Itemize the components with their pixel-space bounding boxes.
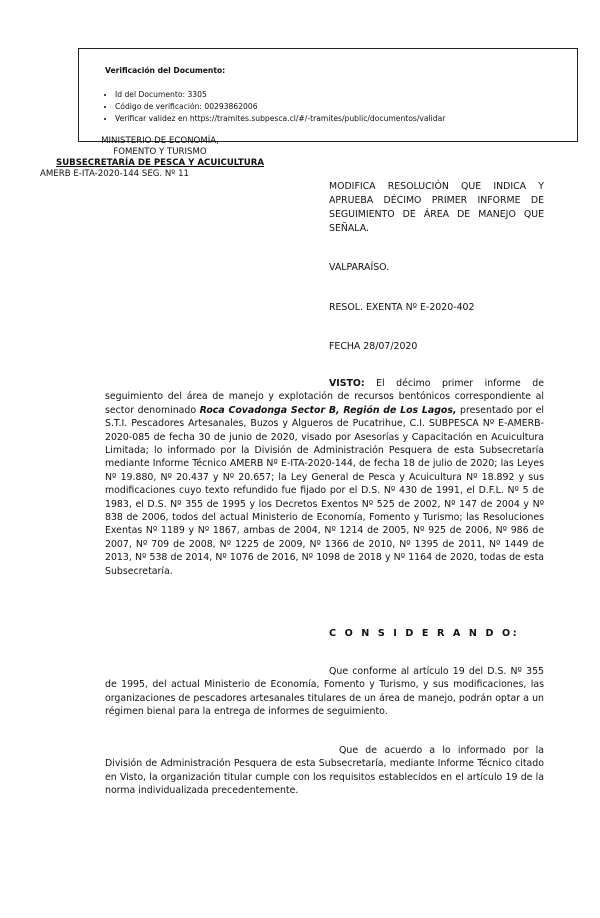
considerando-text-2: Que de acuerdo a lo informado por la División de Administración Pesquera de esta Subsecretaría, mediante Informe Técnico citado en Visto, la organización titular cumple con los requisitos establecidos en el artículo 19 de la norma individualizada precedentemente. — [105, 745, 544, 797]
letterhead — [30, 136, 290, 180]
resolution-date: FECHA 28/07/2020 — [329, 341, 418, 352]
visto-text-2: presentado por el S.T.I. Pescadores Artesanales, Buzos y Algueros de Pucatrihue, C.I. SUBPESCA Nº E-AMERB-2020-085 de fecha 30 de junio de 2020, visado por Asesorías y Capacitación en Acuicultura Limitada; lo informado por la División de Administración Pesquera de esta Subsecretaría mediante Informe Técnico AMERB Nº E-ITA-2020-144, de fecha 18 de julio de 2020; las Leyes Nº 19.880, Nº 20.437 y Nº 20.657; la Ley General de Pesca y Acuicultura Nº 18.892 y sus modificaciones cuyo texto refundido fue fijado por el D.S. Nº 430 de 1991, el D.F.L. Nº 5 de 1983, el D.S. Nº 355 de 1995 y los Decretos Exentos Nº 525 de 2002, Nº 147 de 2004 y Nº 838 de 2006, todos del actual Ministerio de Economía, Fomento y Turismo; las Resoluciones Exentas Nº 1189 y Nº 1867, ambas de 2004, Nº 1214 de 2005, Nº 925 de 2006, Nº 986 de 2007, Nº 709 de 2008, Nº 1225 de 2009, Nº 1366 de 2010, Nº 1395 de 2011, Nº 1449 de 2013, Nº 538 de 2014, Nº 1076 de 2016, Nº 1098 de 2018 y Nº 1164 de 2020, todas de esta Subsecretaría. — [105, 404, 544, 577]
visto-label: VISTO: — [329, 378, 365, 389]
resolution-title: MODIFICA RESOLUCIÓN QUE INDICA Y APRUEBA DÉCIMO PRIMER INFORME DE SEGUIMIENTO DE ÁREA DE MANEJO QUE SEÑALA. — [329, 181, 544, 234]
considerando-paragraph-1 — [105, 665, 544, 719]
verification-title: Verificación del Documento: — [105, 66, 226, 75]
document-reference: AMERB E-ITA-2020-144 SEG. Nº 11 — [40, 169, 190, 179]
considerando-paragraph-2 — [105, 744, 544, 798]
ministry-name-line2: FOMENTO Y TURISMO — [113, 147, 207, 157]
considerando-heading: C O N S I D E R A N D O: — [329, 628, 520, 639]
visto-paragraph — [105, 377, 544, 578]
subsecretaria-name: SUBSECRETARÍA DE PESCA Y ACUICULTURA — [56, 158, 264, 168]
verification-doc-id: • Id del Documento: 3305 — [115, 89, 577, 101]
ministry-name: MINISTERIO DE ECONOMÍA, — [101, 136, 219, 146]
considerando-text-1: Que conforme al artículo 19 del D.S. Nº 355 de 1995, del actual Ministerio de Economía, Fomento y Turismo, y sus modificaciones, las organizaciones de pescadores artesanales titulares de un área de manejo, podrán optar a un régimen bienal para la entrega de informes de seguimiento. — [105, 666, 544, 718]
verification-box — [78, 48, 578, 142]
verification-code: • Código de verificación: 00293862006 — [115, 101, 577, 113]
verification-url[interactable]: • Verificar validez en https://tramites.subpesca.cl/#/-tramites/public/documentos/validar — [115, 113, 577, 125]
verification-list — [105, 89, 577, 125]
visto-text-1: El décimo primer informe de seguimiento del área de manejo y explotación de recursos bentónicos correspondiente al sector denominado — [105, 378, 544, 416]
city: VALPARAÍSO. — [329, 262, 390, 273]
visto-sector: Roca Covadonga Sector B, Región de Los Lagos, — [199, 404, 457, 416]
resolution-number: RESOL. EXENTA Nº E-2020-402 — [329, 302, 475, 313]
